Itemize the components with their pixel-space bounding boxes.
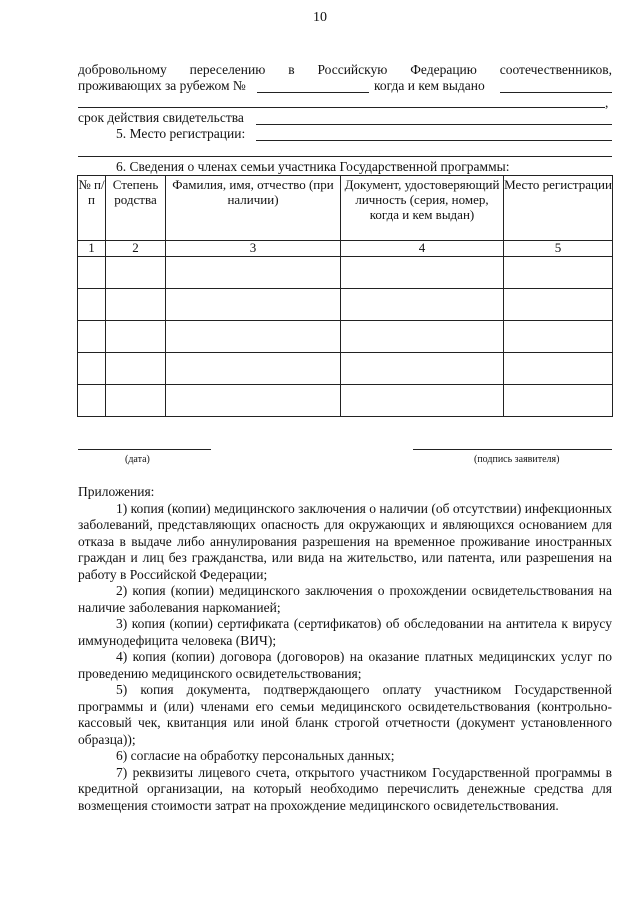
- intro-word: Федерацию: [410, 62, 477, 77]
- column-header-registration: Место регистрации: [504, 176, 613, 241]
- table-cell[interactable]: [78, 289, 106, 321]
- family-section-title: 6. Сведения о членах семьи участника Государственной программы:: [116, 159, 510, 174]
- table-cell[interactable]: [106, 289, 166, 321]
- table-cell[interactable]: [106, 385, 166, 417]
- attachment-item: 3) копия (копии) сертификата (сертификатов) об обследовании на антитела к вирусу иммунодефицита человека (ВИЧ);: [78, 616, 612, 648]
- column-number: 5: [504, 241, 613, 257]
- attachment-item: 6) согласие на обработку персональных данных;: [116, 748, 395, 763]
- table-row: [78, 353, 613, 385]
- issued-by-continuation-field[interactable]: [78, 107, 605, 108]
- column-number: 2: [106, 241, 166, 257]
- intro-word: Российскую: [317, 62, 388, 77]
- table-cell[interactable]: [166, 321, 341, 353]
- table-cell[interactable]: [341, 289, 504, 321]
- attachment-item: 1) копия (копии) медицинского заключения о наличии (об отсутствии) инфекционных заболеваний, представляющих опасность для окружающих и являющихся основанием для отказа в выдаче либо аннулирования разрешения на временное проживание иностранных граждан и лиц без гражданства, или вида на жительство, или патента, или разрешения на работу в Российской Федерации;: [78, 500, 612, 582]
- table-cell[interactable]: [341, 257, 504, 289]
- column-header-relation: Степень родства: [106, 176, 166, 241]
- table-cell[interactable]: [166, 353, 341, 385]
- table-cell[interactable]: [504, 289, 613, 321]
- table-header-row: [78, 176, 613, 241]
- table-cell[interactable]: [504, 385, 613, 417]
- attachments-title: Приложения:: [78, 484, 155, 499]
- table-row: [78, 289, 613, 321]
- table-cell[interactable]: [106, 321, 166, 353]
- table-cell[interactable]: [106, 257, 166, 289]
- comma: ,: [605, 95, 609, 110]
- column-header-full-name: Фамилия, имя, отчество (при наличии): [166, 176, 341, 241]
- table-cell[interactable]: [504, 353, 613, 385]
- family-members-table: [77, 175, 613, 417]
- table-cell[interactable]: [341, 321, 504, 353]
- intro-word: в: [288, 62, 295, 77]
- column-number: 3: [166, 241, 341, 257]
- attachment-item: 4) копия (копии) договора (договоров) на оказание платных медицинских услуг по проведению медицинского освидетельствования;: [78, 649, 612, 681]
- validity-label: срок действия свидетельства: [78, 110, 244, 125]
- attachment-item: 7) реквизиты лицевого счета, открытого участником Государственной программы в кредитной организации, на который необходимо перечислить денежные средства для возмещения стоимости затрат на прохождение медицинского освидетельствования.: [78, 764, 612, 813]
- intro-line-1: [78, 62, 612, 78]
- certificate-number-label: проживающих за рубежом №: [78, 78, 246, 93]
- table-cell[interactable]: [78, 353, 106, 385]
- intro-word: соотечественников,: [499, 62, 612, 77]
- table-cell[interactable]: [78, 257, 106, 289]
- attachment-item: 5) копия документа, подтверждающего оплату участником Государственной программы и (или) членами его семьи медицинского освидетельствования (контрольно-кассовый чек, квитанция или иной бланк строгой отчетности (документ установленного образца));: [78, 682, 612, 747]
- validity-field[interactable]: [256, 124, 612, 125]
- signature-caption: (подпись заявителя): [474, 454, 560, 465]
- table-cell[interactable]: [106, 353, 166, 385]
- table-cell[interactable]: [78, 321, 106, 353]
- table-cell[interactable]: [504, 257, 613, 289]
- issued-by-label: когда и кем выдано: [374, 78, 485, 93]
- intro-word: переселению: [189, 62, 266, 77]
- date-field[interactable]: [78, 449, 211, 450]
- table-cell[interactable]: [78, 385, 106, 417]
- date-caption: (дата): [125, 454, 150, 465]
- table-cell[interactable]: [341, 385, 504, 417]
- table-cell[interactable]: [166, 385, 341, 417]
- table-row: [78, 257, 613, 289]
- intro-word: добровольному: [78, 62, 167, 77]
- column-number: 4: [341, 241, 504, 257]
- table-cell[interactable]: [341, 353, 504, 385]
- signature-field[interactable]: [413, 449, 612, 450]
- table-cell[interactable]: [166, 289, 341, 321]
- column-number-row: [78, 241, 613, 257]
- page-number: 10: [313, 10, 327, 25]
- registration-field[interactable]: [256, 140, 612, 141]
- certificate-number-field[interactable]: [257, 92, 369, 93]
- table-cell[interactable]: [166, 257, 341, 289]
- column-header-number: № п/п: [78, 176, 106, 241]
- column-header-identity-document: Документ, удостоверяющий личность (серия, номер, когда и кем выдан): [341, 176, 504, 241]
- table-row: [78, 321, 613, 353]
- registration-label: 5. Место регистрации:: [116, 126, 246, 141]
- table-cell[interactable]: [504, 321, 613, 353]
- attachments-section: [78, 484, 612, 814]
- column-number: 1: [78, 241, 106, 257]
- table-row: [78, 385, 613, 417]
- attachment-item: 2) копия (копии) медицинского заключения о прохождении освидетельствования на наличие заболевания наркоманией;: [78, 583, 612, 615]
- registration-field-line-2[interactable]: [78, 156, 612, 157]
- issued-by-field[interactable]: [500, 92, 612, 93]
